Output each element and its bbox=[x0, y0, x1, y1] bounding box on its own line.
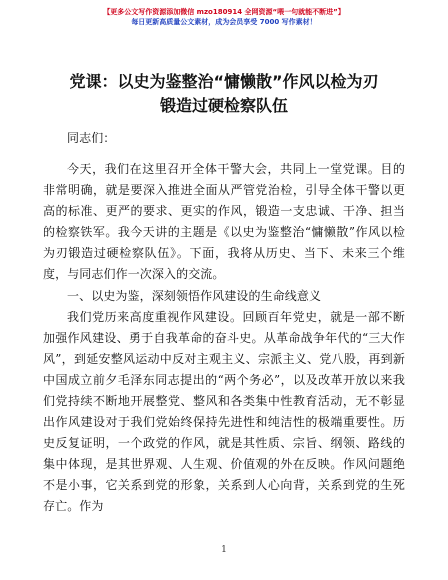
title-line-1: 党课：以史为鉴整治“慵懒散”作风以检为刃 bbox=[69, 72, 379, 91]
promo-banner-line-2: 每日更新高质量公文素材，成为会员享受 7000 写作素材！ bbox=[131, 18, 317, 26]
section-heading-1: 一、以史为鉴，深刻领悟作风建设的生命线意义 bbox=[67, 289, 322, 303]
paragraph-history: 我们党历来高度重视作风建设。回顾百年党史，就是一部不断加强作风建设、勇于自我革命的奋斗史。从革命战争年代的“三大作风”，到延安整风运动中反对主观主义、宗派主义、党八股，再到新中国成立前夕毛泽东同志提出的“两个务必”，以及改革开放以来我们党持续不断地开展整党、整风和各类集中性教育活动，无不彰显出作风建设对于我们党始终保持先进性和纯洁性的极端重要性。历史反复证明，一个政党的作风，就是其性质、宗旨、纲领、路线的集中体现，是其世界观、人生观、价值观的外在反映。作风问题绝不是小事，它关系到党的形象，关系到人心向背，关系到党的生死存亡。作为 bbox=[43, 310, 405, 513]
document-title bbox=[40, 70, 408, 118]
page-number: 1 bbox=[221, 545, 227, 555]
title-line-2: 锻造过硬检察队伍 bbox=[159, 96, 288, 115]
document-body bbox=[43, 128, 405, 517]
promo-banner-line-1: 【更多公文写作资源添加微信 mzo180914 全网资源“喂一句就能不断进”】 bbox=[103, 8, 345, 16]
salutation: 同志们： bbox=[67, 131, 116, 145]
paragraph-intro: 今天，我们在这里召开全体干警大会，共同上一堂党课。目的非常明确，就是要深入推进全面从严管党治检，引导全体干警以更高的标准、更严的要求、更实的作风，锻造一支忠诚、干净、担当的检察铁军。我今天讲的主题是《以史为鉴整治“慵懒散”作风以检为刃锻造过硬检察队伍》。下面，我将从历史、当下、未来三个维度，与同志们作一次深入的交流。 bbox=[43, 162, 405, 281]
